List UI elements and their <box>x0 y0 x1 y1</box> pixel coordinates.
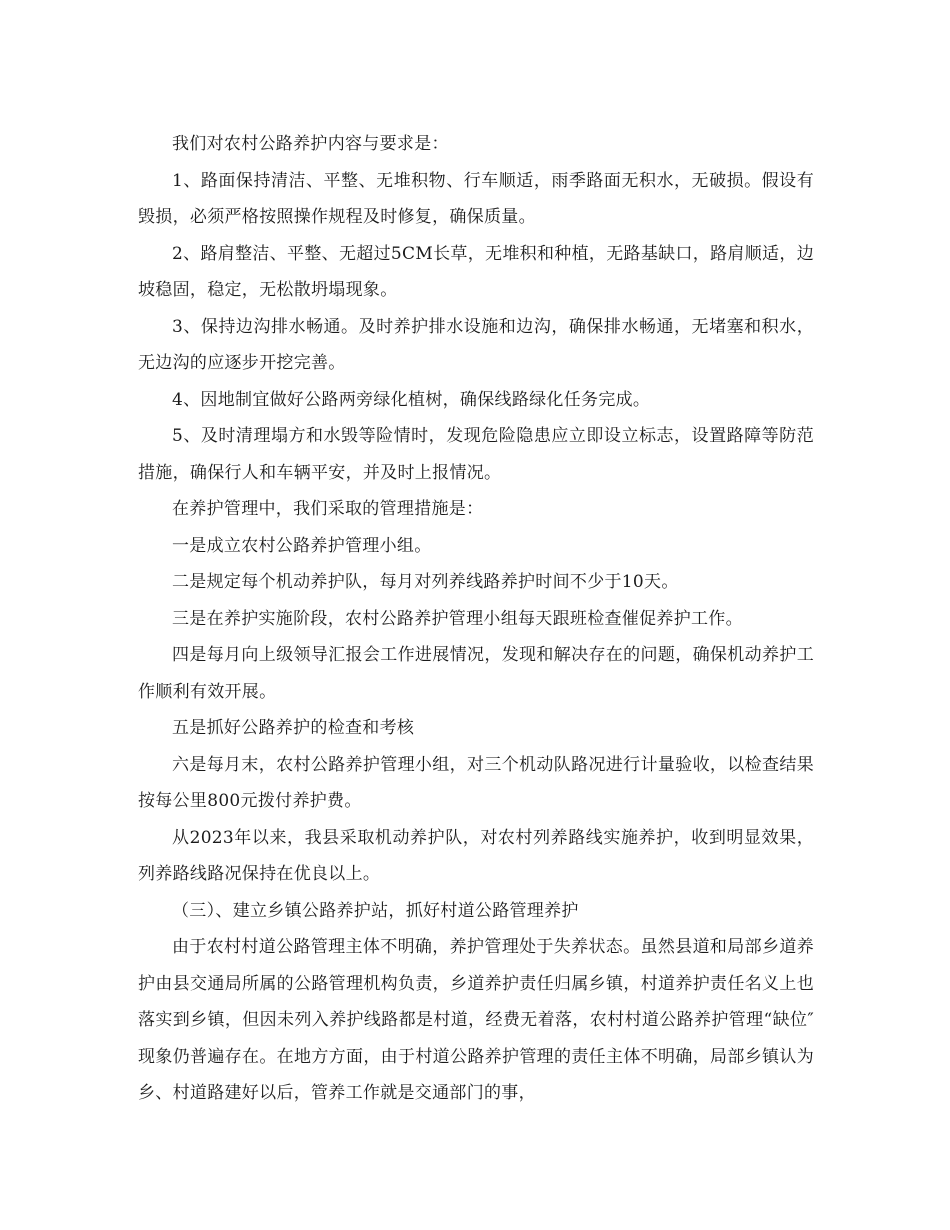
paragraph-measure-6: 六是每月末，农村公路养护管理小组，对三个机动队路况进行计量验收，以检查结果按每公里800元拨付养护费。 <box>138 754 814 811</box>
section-heading-3: （三）、建立乡镇公路养护站，抓好村道公路管理养护 <box>172 900 579 921</box>
paragraph-requirement-3: 3、保持边沟排水畅通。及时养护排水设施和边沟，确保排水畅通，无堵塞和积水，无边沟的应逐步开挖完善。 <box>138 316 814 373</box>
paragraph-measure-4: 四是每月向上级领导汇报会工作进展情况，发现和解决存在的问题，确保机动养护工作顺利有效开展。 <box>138 645 814 702</box>
paragraph-requirement-2: 2、路肩整洁、平整、无超过5CM长草，无堆积和种植，无路基缺口，路肩顺适，边坡稳固，稳定，无松散坍塌现象。 <box>138 243 814 300</box>
paragraph-intro-measures: 在养护管理中，我们采取的管理措施是： <box>172 499 484 519</box>
paragraph-measure-1: 一是成立农村公路养护管理小组。 <box>172 535 432 556</box>
paragraph-requirement-5: 5、及时清理塌方和水毁等险情时，发现危险隐患应立即设立标志，设置路障等防范措施，确保行人和车辆平安，并及时上报情况。 <box>138 426 814 483</box>
paragraph-requirement-1: 1、路面保持清洁、平整、无堆积物、行车顺适，雨季路面无积水，无破损。假设有毁损，必须严格按照操作规程及时修复，确保质量。 <box>138 170 814 227</box>
paragraph-requirement-4: 4、因地制宜做好公路两旁绿化植树，确保线路绿化任务完成。 <box>172 389 651 410</box>
paragraph-measure-5: 五是抓好公路养护的检查和考核 <box>172 718 415 738</box>
paragraph-results: 从2023年以来，我县采取机动养护队，对农村列养路线实施养护，收到明显效果，列养路线路况保持在优良以上。 <box>138 827 814 884</box>
paragraph-measure-2: 二是规定每个机动养护队，每月对列养线路养护时间不少于10天。 <box>172 572 679 592</box>
paragraph-village-roads: 由于农村村道公路管理主体不明确，养护管理处于失养状态。虽然县道和局部乡道养护由县交通局所属的公路管理机构负责，乡道养护责任归属乡镇，村道养护责任名义上也落实到乡镇，但因未列入养护线路都是村道，经费无着落，农村村道公路养护管理“缺位″ 现象仍普遍存在。在地方方面，由于村道公路养护管理的责任主体不明确，局部乡镇认为乡、村道路建好以后，管养工作就是交通部门的事， <box>138 937 814 1103</box>
document-body <box>138 126 814 1112</box>
paragraph-measure-3: 三是在养护实施阶段，农村公路养护管理小组每天跟班检查催促养护工作。 <box>172 608 743 629</box>
paragraph-intro-requirements: 我们对农村公路养护内容与要求是： <box>172 134 449 154</box>
